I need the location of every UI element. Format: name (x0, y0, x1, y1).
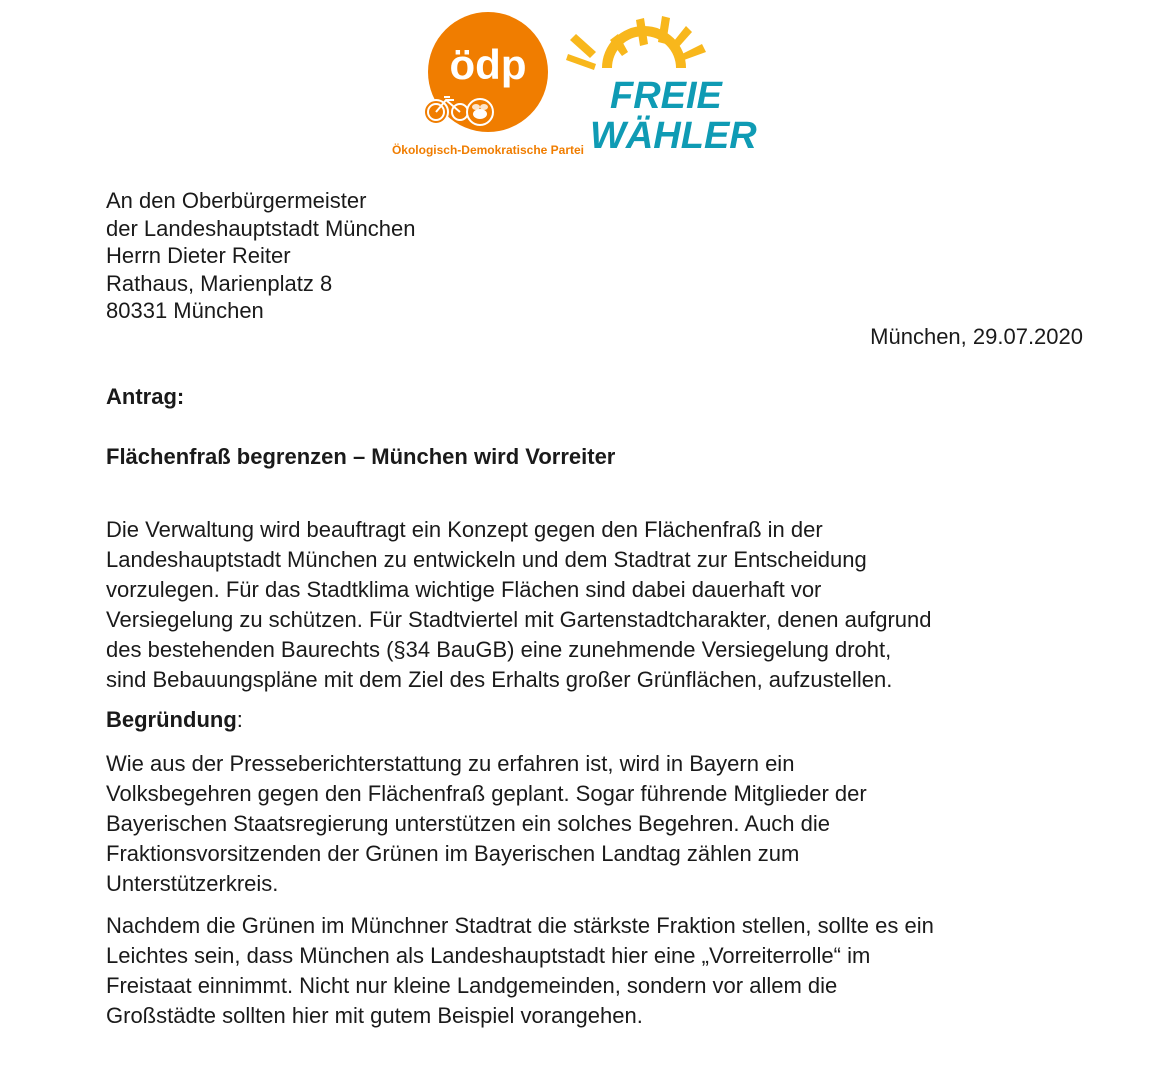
text-line: Landeshauptstadt München zu entwickeln und dem Stadtrat zur Entscheidung (106, 547, 867, 572)
text-line: Großstädte sollten hier mit gutem Beispiel vorangehen. (106, 1003, 643, 1028)
fw-line2: WÄHLER (590, 115, 757, 157)
text-line: Die Verwaltung wird beauftragt ein Konzept gegen den Flächenfraß in der (106, 517, 823, 542)
address-line: 80331 München (106, 298, 264, 323)
text-line: Fraktionsvorsitzenden der Grünen im Bayerischen Landtag zählen zum (106, 841, 800, 866)
odp-subtitle: Ökologisch-Demokratische Partei (391, 143, 585, 157)
document-title: Flächenfraß begrenzen – München wird Vorreiter (106, 444, 616, 469)
address-line: An den Oberbürgermeister (106, 188, 367, 213)
reason-paragraph-1 (106, 749, 1096, 899)
address-line: Rathaus, Marienplatz 8 (106, 270, 333, 296)
fw-line1: FREIE (610, 75, 722, 117)
begruendung-heading (106, 705, 1096, 735)
address-line: Herrn Dieter Reiter (106, 243, 291, 268)
text-line: Leichtes sein, dass München als Landeshauptstadt hier eine „Vorreiterrolle“ im (106, 943, 871, 968)
begruendung-colon: : (236, 707, 243, 732)
text-line: sind Bebauungspläne mit dem Ziel des Erhalts großer Grünflächen, aufzustellen. (106, 667, 893, 692)
antrag-label: Antrag: (106, 384, 185, 409)
text-line: Versiegelung zu schützen. Für Stadtviertel mit Gartenstadtcharakter, denen aufgrund (106, 607, 932, 632)
text-line: Wie aus der Presseberichterstattung zu erfahren ist, wird in Bayern ein (106, 751, 795, 776)
bee-icon (467, 99, 493, 125)
odp-logo-text: ödp (449, 41, 527, 88)
sun-icon (566, 16, 706, 70)
begruendung-label: Begründung (106, 707, 237, 732)
text-line: vorzulegen. Für das Stadtklima wichtige Flächen sind dabei dauerhaft vor (106, 577, 822, 602)
text-line: Freistaat einnimmt. Nicht nur kleine Landgemeinden, sondern vor allem die (106, 973, 838, 998)
reason-paragraph-2 (106, 911, 1096, 1031)
text-line: Nachdem die Grünen im Münchner Stadtrat die stärkste Fraktion stellen, sollte es ein (106, 913, 934, 938)
header-logos (0, 0, 1153, 175)
text-line: Unterstützerkreis. (106, 871, 279, 896)
letter-date: München, 29.07.2020 (870, 324, 1083, 349)
text-line: Volksbegehren gegen den Flächenfraß geplant. Sogar führende Mitglieder der (106, 781, 867, 806)
freie-waehler-logo (552, 10, 802, 160)
text-line: Bayerischen Staatsregierung unterstützen ein solches Begehren. Auch die (106, 811, 831, 836)
motion-text (106, 515, 1096, 695)
text-line: des bestehenden Baurechts (§34 BauGB) eine zunehmende Versiegelung droht, (106, 637, 892, 662)
address-line: der Landeshauptstadt München (106, 215, 416, 241)
recipient-address (106, 187, 415, 325)
